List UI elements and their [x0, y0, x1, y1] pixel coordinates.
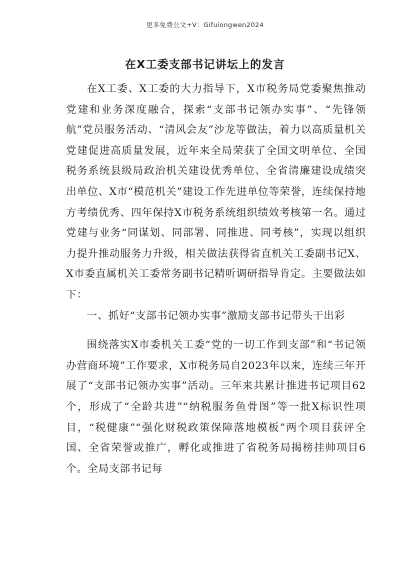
header-note: 更多免费公文+V：Gifuiongwen2024 [146, 21, 264, 29]
document-body [66, 79, 366, 479]
intro-paragraph: 在X工委、X工委的大力指导下，X市税务局党委聚焦推动党建和业务深度融合，探索“支部书记领办实事”、“先锋领航”党员服务活动、“清风会友”沙龙等做法，着力以高质量机关党建促进高质量发展，近年来全局荣获了全国文明单位、全国税务系统县级局政治机关建设优秀单位、全省清廉建设成绩突出单位、X市“模范机关”建设工作先进单位等荣誉，连续保持地方考绩优秀、四年保持X市税务系统组织绩效考核第一名。通过党建与业务“同谋划、同部署、同推进、同考核”，实现以组织力提升推动服务力升级，相关做法获得省直机关工委副书记X、X市委直属机关工委常务副书记精听调研指导肯定。主要做法如下： [66, 83, 366, 301]
body-paragraph: 围绕落实X市委机关工委“党的一切工作到支部”和“书记领办营商环境”工作要求，X市税务局自2023年以来，连续三年开展了“支部书记领办实事”活动。三年来共累计推进书记项目62个，形成了“全龄共进”“纳税服务鱼骨图”等一批X标识性项目，“税健康”“强化财税政策保障落地模板”两个项目获评全国、全省荣誉或推广，孵化或推进了省税务局揭榜挂帅项目6个。全局支部书记每 [66, 339, 366, 475]
document-title: 在X工委支部书记讲坛上的发言 [125, 58, 285, 71]
section-heading: 一、抓好“支部书记领办实事”激励支部书记带头干出彩 [86, 309, 346, 322]
